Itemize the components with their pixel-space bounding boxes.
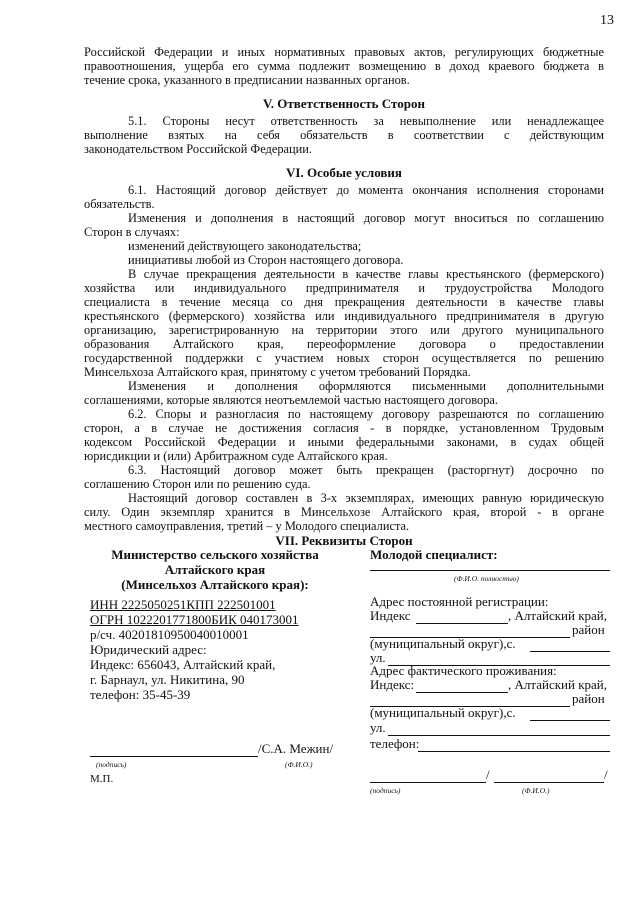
s6-line-16: соглашениями, которые являются неотъемлемой частью настоящего договора. xyxy=(84,393,499,407)
ministry-signature-line xyxy=(90,756,258,757)
s6-line-12: образования Алтайского края, переоформление договора о предоставлении xyxy=(84,337,604,351)
s6-line-13: государственной поддержки с участием новых сторон осуществляется по решению xyxy=(84,351,604,365)
specialist-signature-line[interactable] xyxy=(370,782,486,783)
specialist-slash-2: / xyxy=(604,767,608,782)
s6-line-17: 6.2. Споры и разногласия по настоящему договору разрешаются по соглашению xyxy=(128,407,604,421)
reg-street-label: ул. xyxy=(370,650,386,665)
actual-street-label: ул. xyxy=(370,720,386,735)
s6-line-3: Изменения и дополнения в настоящий договор могут вноситься по соглашению xyxy=(128,211,604,225)
reg-index-label: Индекс xyxy=(370,608,411,623)
inn-kpp: ИНН 2225050251КПП 222501001 xyxy=(90,597,276,612)
legal-index: Индекс: 656043, Алтайский край, xyxy=(90,657,276,672)
ministry-name-2: Алтайского края xyxy=(164,562,266,577)
s6-line-11: организацию, зарегистрированную на территории этого или другого муниципального xyxy=(84,323,604,337)
s6-line-24: силу. Один экземпляр хранится в Минсельхозе Алтайского края, второй - в органе xyxy=(84,505,604,519)
specialist-sign-caption: (подпись) xyxy=(370,786,401,795)
s6-line-2: обязательств. xyxy=(84,197,155,211)
s5-line-1: 5.1. Стороны несут ответственность за невыполнение или ненадлежащее xyxy=(128,114,604,128)
ministry-sign-caption: (подпись) xyxy=(96,760,127,769)
actual-municipal-field[interactable] xyxy=(530,720,610,721)
ministry-name-1: Министерство сельского хозяйства xyxy=(111,547,319,562)
s6-line-7: В случае прекращения деятельности в качестве главы крестьянского (фермерского) xyxy=(128,267,604,281)
specialist-fio-line[interactable] xyxy=(494,782,604,783)
intro-line-1: Российской Федерации и иных нормативных правовых актов, регулирующих бюджетные xyxy=(84,45,604,59)
actual-street-field[interactable] xyxy=(388,735,610,736)
account-number: р/сч. 40201810950040010001 xyxy=(90,627,249,642)
actual-district: район xyxy=(572,691,605,706)
specialist-title: Молодой специалист: xyxy=(370,547,498,562)
actual-address-label: Адрес фактического проживания: xyxy=(370,663,557,678)
specialist-slash-1: / xyxy=(486,767,490,782)
s6-line-4: Сторон в случаях: xyxy=(84,225,180,239)
page-number: 13 xyxy=(600,13,614,28)
reg-index-field[interactable] xyxy=(416,623,508,624)
s6-line-23: Настоящий договор составлен в 3-х экземплярах, имеющих равную юридическую xyxy=(128,491,604,505)
s6-line-15: Изменения и дополнения оформляются письменными дополнительными xyxy=(128,379,604,393)
s6-line-6: инициативы любой из Сторон настоящего договора. xyxy=(128,253,404,267)
actual-municipal: (муниципальный округ),с. xyxy=(370,705,516,720)
fio-full-line xyxy=(370,570,610,571)
s6-line-19: кодексом Российской Федерации и иными федеральными законами, в судах общей xyxy=(84,435,604,449)
specialist-phone-field[interactable] xyxy=(418,751,610,752)
legal-address-label: Юридический адрес: xyxy=(90,642,207,657)
reg-municipal-field[interactable] xyxy=(530,651,610,652)
reg-municipal: (муниципальный округ),с. xyxy=(370,636,516,651)
s6-line-18: сторон, а в случае не достижения согласия - в порядке, установленном Трудовым xyxy=(84,421,604,435)
ministry-name-3: (Минсельхоз Алтайского края): xyxy=(121,577,309,592)
s6-line-25: местного самоуправления, третий – у Молодого специалиста. xyxy=(84,519,410,533)
specialist-phone-label: телефон: xyxy=(370,736,420,751)
s6-line-8: хозяйства или индивидуального предпринимателя и трудоустройства Молодого xyxy=(84,281,604,295)
s6-line-5: изменений действующего законодательства; xyxy=(128,239,362,253)
actual-index-label: Индекс: xyxy=(370,677,415,692)
s6-line-10: крестьянского (фермерского) хозяйства или индивидуального предпринимателя в другую xyxy=(84,309,604,323)
ministry-signer: /С.А. Межин/ xyxy=(258,741,334,756)
stamp-place: М.П. xyxy=(90,773,114,785)
s6-line-14: Минсельхоза Алтайского края, принятому с учетом требований Порядка. xyxy=(84,365,471,379)
intro-line-2: правоотношения, ущерба его сумма подлежит возмещению в доход краевого бюджета в xyxy=(84,59,604,73)
s5-line-2: выполнение взятых на себя обязательств в соответствии с действующим xyxy=(84,128,604,142)
legal-city: г. Барнаул, ул. Никитина, 90 xyxy=(90,672,245,687)
actual-index-field[interactable] xyxy=(416,692,508,693)
ministry-phone: телефон: 35-45-39 xyxy=(90,687,191,702)
s6-line-22: соглашению Сторон или по решению суда. xyxy=(84,477,311,491)
s6-line-1: 6.1. Настоящий договор действует до момента окончания исполнения сторонами xyxy=(128,183,604,197)
actual-region: , Алтайский край, xyxy=(508,677,607,692)
s5-line-3: законодательством Российской Федерации. xyxy=(84,142,313,156)
section-5-title: V. Ответственность Сторон xyxy=(263,96,425,111)
section-6-title: VI. Особые условия xyxy=(286,165,402,180)
intro-line-3: течение срока, указанного в предписании названных органов. xyxy=(84,73,410,87)
fio-full-caption: (Ф.И.О. полностью) xyxy=(454,574,519,583)
reg-region: , Алтайский край, xyxy=(508,608,607,623)
ministry-fio-caption: (Ф.И.О.) xyxy=(285,760,313,769)
reg-district: район xyxy=(572,622,605,637)
ogrn-bik: ОГРН 1022201771800БИК 040173001 xyxy=(90,612,299,627)
s6-line-9: специалиста в течение месяца со дня прекращения деятельности в качестве главы xyxy=(84,295,604,309)
section-7-title: VII. Реквизиты Сторон xyxy=(275,533,413,548)
reg-address-label: Адрес постоянной регистрации: xyxy=(370,594,549,609)
s6-line-20: юрисдикции и (или) Арбитражном суде Алтайского края. xyxy=(84,449,388,463)
specialist-fio-caption: (Ф.И.О.) xyxy=(522,786,550,795)
s6-line-21: 6.3. Настоящий договор может быть прекращен (расторгнут) досрочно по xyxy=(128,463,604,477)
